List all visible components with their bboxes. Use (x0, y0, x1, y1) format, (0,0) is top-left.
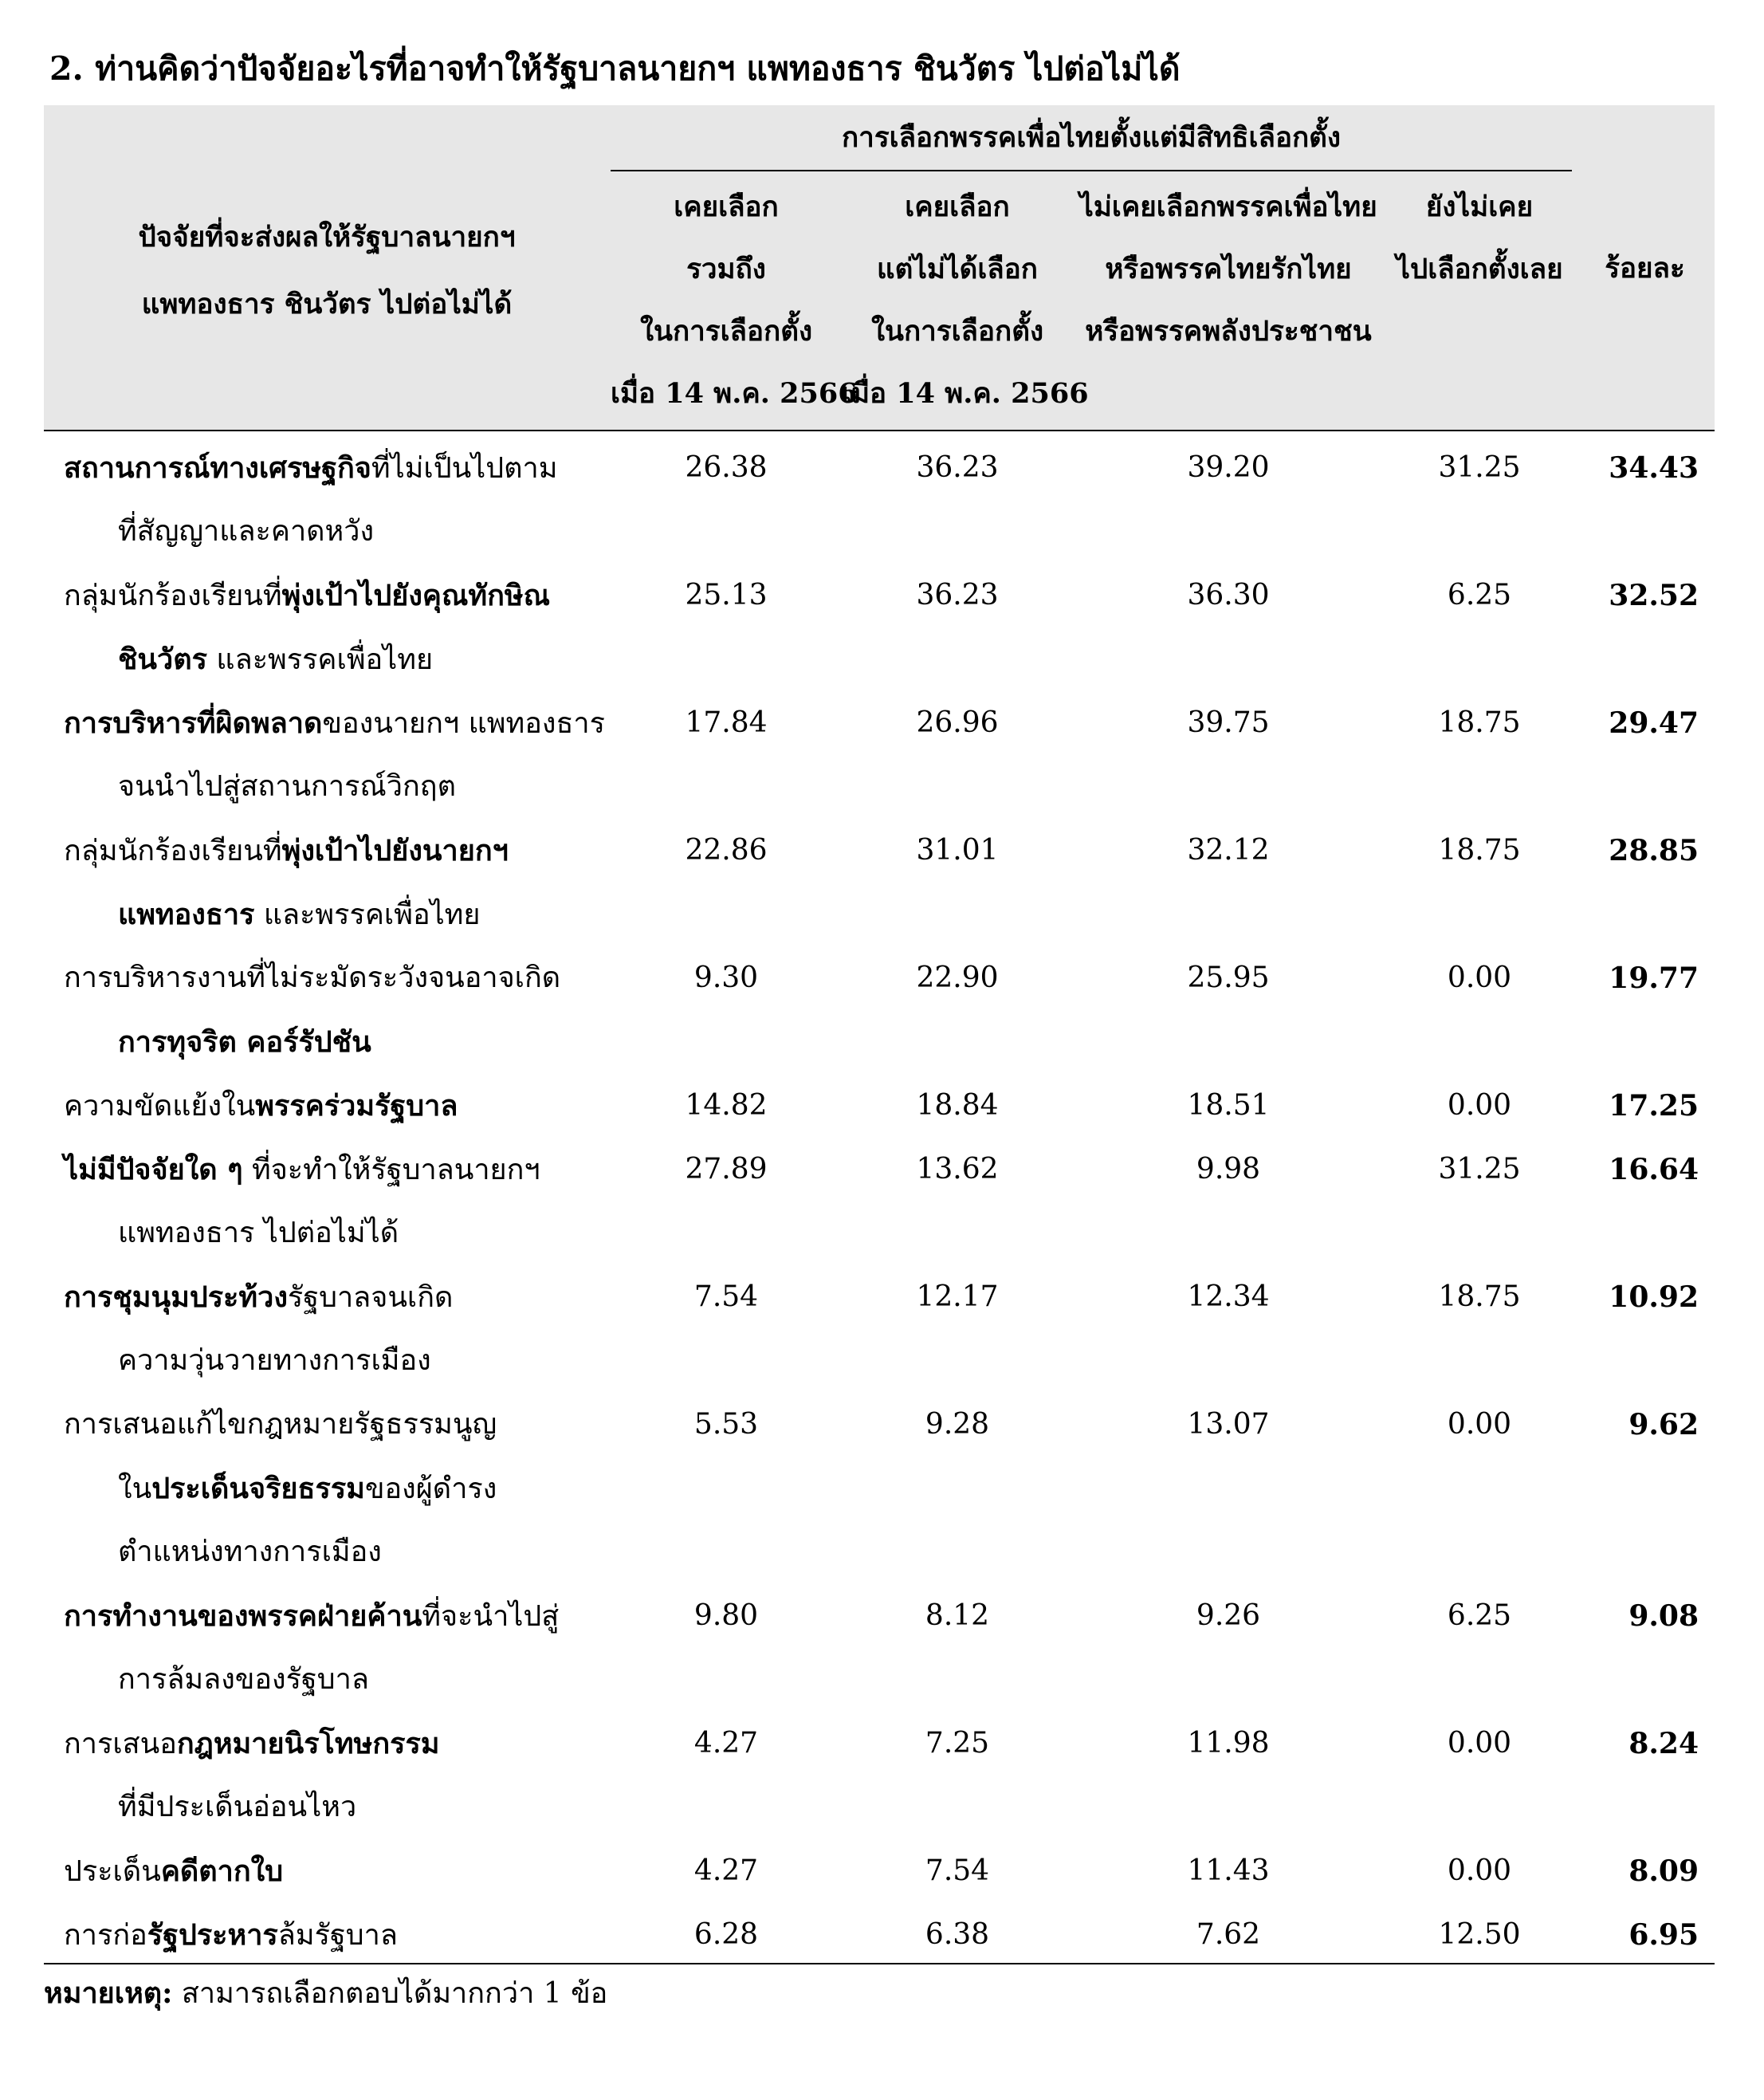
col1-value: 25.13 (685, 579, 768, 612)
factor-line (64, 436, 614, 500)
col3-value: 11.98 (1187, 1727, 1270, 1760)
col1-value: 7.54 (693, 1280, 759, 1313)
factor-cell (64, 1712, 614, 1839)
factor-cell (64, 1839, 614, 1903)
factor-line (64, 691, 614, 755)
factor-text-bold: คดีตากใบ (160, 1854, 284, 1888)
table-row (44, 1903, 1715, 1967)
col3-value: 25.95 (1187, 962, 1270, 994)
col1-header-line: ในการเลือกตั้ง (639, 315, 813, 348)
factor-text: กลุ่มนักร้องเรียนที่ (64, 835, 282, 867)
col4-value: 6.25 (1447, 1599, 1512, 1632)
col3-header-line: ไม่เคยเลือกพรรคเพื่อไทย (1079, 191, 1377, 223)
percent-value: 8.09 (1628, 1854, 1699, 1888)
col4-header-line: ยังไม่เคย (1425, 191, 1534, 223)
col1-value: 17.84 (685, 706, 768, 739)
col1-value: 14.82 (685, 1089, 768, 1122)
percent-value: 8.24 (1628, 1727, 1699, 1760)
col2-value: 26.96 (916, 706, 999, 739)
factor-line (64, 627, 614, 691)
factor-text-bold: พุ่งเป้าไปยังคุณทักษิณ (281, 579, 551, 612)
col2-value: 9.28 (925, 1408, 990, 1441)
factor-text-bold: ชินวัตร (118, 643, 207, 676)
col4-value: 18.75 (1438, 834, 1521, 867)
factor-text-bold: การบริหารที่ผิดพลาด (64, 706, 323, 740)
table-row (44, 1138, 1715, 1265)
col3-value: 11.43 (1187, 1854, 1270, 1887)
factor-text-bold: สถานการณ์ทางเศรษฐกิจ (64, 451, 371, 485)
factor-cell (64, 1393, 614, 1584)
col4-value: 6.25 (1447, 579, 1512, 612)
factor-line (64, 755, 614, 819)
table-row (44, 1393, 1715, 1584)
col1-value: 4.27 (693, 1727, 759, 1760)
factor-text-bold: ไม่มีปัจจัยใด ๆ (64, 1153, 243, 1186)
factor-text: ของนายกฯ แพทองธาร (322, 707, 605, 740)
factor-text: ความวุ่นวายทางการเมือง (118, 1344, 431, 1377)
percent-value: 17.25 (1609, 1089, 1699, 1123)
percent-value: 34.43 (1609, 451, 1699, 485)
factor-line (64, 883, 614, 946)
col2-header-line: แต่ไม่ได้เลือก (877, 253, 1038, 285)
col3-value: 13.07 (1187, 1408, 1270, 1441)
col4-header (1384, 176, 1575, 301)
factor-cell (64, 1138, 614, 1265)
col4-value: 0.00 (1447, 1089, 1512, 1122)
col4-value: 0.00 (1447, 1408, 1512, 1441)
col2-header-line: เคยเลือก (905, 191, 1010, 223)
col2-value: 18.84 (916, 1089, 999, 1122)
col2-value: 8.12 (925, 1599, 990, 1632)
factor-cell (64, 564, 614, 691)
col2-value: 12.17 (916, 1280, 999, 1313)
percent-value: 9.08 (1628, 1599, 1699, 1633)
col3-header-line: หรือพรรคพลังประชาชน (1085, 315, 1372, 348)
col2-value: 13.62 (916, 1153, 999, 1186)
factor-line (64, 1329, 614, 1393)
col2-header-line: ในการเลือกตั้ง (870, 315, 1044, 348)
col2-value: 36.23 (916, 579, 999, 612)
col4-value: 31.25 (1438, 1153, 1521, 1186)
table-bottom-rule (44, 1963, 1715, 1964)
factor-text: ตำแหน่งทางการเมือง (118, 1536, 382, 1568)
col2-value: 36.23 (916, 451, 999, 484)
factor-text: แพทองธาร ไปต่อไม่ได้ (118, 1217, 399, 1249)
table-row (44, 819, 1715, 946)
col3-value: 32.12 (1187, 834, 1270, 867)
table-row (44, 1712, 1715, 1839)
table-row (44, 691, 1715, 819)
footnote-text: สามารถเลือกตอบได้มากกว่า 1 ข้อ (172, 1977, 608, 2010)
col3-value: 7.62 (1196, 1918, 1261, 1951)
col4-value: 18.75 (1438, 1280, 1521, 1313)
percent-value: 9.62 (1628, 1408, 1699, 1441)
factor-text: ที่มีประเด็นอ่อนไหว (118, 1791, 357, 1823)
factor-text-bold: รัฐประหาร (147, 1918, 278, 1952)
factor-line (64, 1074, 614, 1138)
factor-text: การก่อ (64, 1919, 147, 1952)
factor-text-bold: การทุจริต คอร์รัปชัน (118, 1025, 371, 1059)
col2-header-line: เมื่อ 14 พ.ค. 2566 (842, 377, 1089, 410)
col3-value: 36.30 (1187, 579, 1270, 612)
factor-line (64, 946, 614, 1010)
factor-text: ที่สัญญาและคาดหวัง (118, 515, 375, 548)
factor-text: ของผู้ดำรง (364, 1473, 497, 1505)
factor-line (64, 1584, 614, 1648)
factor-text-bold: พรรคร่วมรัฐบาล (255, 1089, 458, 1123)
col3-value: 39.75 (1187, 706, 1270, 739)
factor-text: ใน (118, 1473, 152, 1505)
col1-value: 22.86 (685, 834, 768, 867)
factor-line (64, 1839, 614, 1903)
factor-cell (64, 436, 614, 564)
col1-value: 26.38 (685, 451, 768, 484)
factor-cell (64, 1903, 614, 1967)
factor-cell (64, 1265, 614, 1393)
footnote (44, 1969, 607, 2018)
percent-value: 19.77 (1609, 962, 1699, 995)
group-header-rule (611, 170, 1572, 171)
col1-header-line: รวมถึง (686, 253, 766, 285)
col2-value: 22.90 (916, 962, 999, 994)
factor-column-header (44, 204, 610, 338)
percent-value: 16.64 (1609, 1153, 1699, 1186)
factor-text: ที่ไม่เป็นไปตาม (371, 452, 558, 485)
factor-line (64, 819, 614, 883)
factor-cell (64, 946, 614, 1074)
factor-text: กลุ่มนักร้องเรียนที่ (64, 580, 282, 612)
factor-text: ที่จะทำให้รัฐบาลนายกฯ (242, 1154, 540, 1186)
factor-line (64, 1520, 614, 1584)
col4-value: 12.50 (1438, 1918, 1521, 1951)
factor-text: และพรรคเพื่อไทย (254, 899, 481, 931)
col4-value: 0.00 (1447, 1727, 1512, 1760)
table-row (44, 1839, 1715, 1903)
col1-value: 9.80 (693, 1599, 759, 1632)
col3-value: 9.98 (1196, 1153, 1261, 1186)
factor-line (64, 500, 614, 564)
factor-text: รัฐบาลจนเกิด (287, 1281, 454, 1314)
percent-value: 29.47 (1609, 706, 1699, 740)
col1-value: 6.28 (693, 1918, 759, 1951)
factor-cell (64, 1074, 614, 1138)
factor-cell (64, 819, 614, 946)
factor-line (64, 564, 614, 627)
factor-line (64, 1712, 614, 1776)
col4-value: 0.00 (1447, 1854, 1512, 1887)
col2-header (842, 176, 1089, 425)
table-row (44, 436, 1715, 564)
col3-header-line: หรือพรรคไทยรักไทย (1105, 253, 1352, 285)
col4-header-line: ไปเลือกตั้งเลย (1396, 253, 1563, 285)
factor-line (64, 1648, 614, 1712)
factor-line (64, 1201, 614, 1265)
col1-header (611, 176, 858, 425)
percent-value: 10.92 (1609, 1280, 1699, 1314)
factor-header-line: แพทองธาร ชินวัตร ไปต่อไม่ได้ (141, 288, 513, 321)
factor-cell (64, 1584, 614, 1712)
header-bottom-rule (44, 430, 1715, 431)
factor-text-bold: แพทองธาร (118, 898, 255, 931)
col1-value: 5.53 (693, 1408, 759, 1441)
col2-value: 7.25 (925, 1727, 990, 1760)
percent-value: 6.95 (1628, 1918, 1699, 1952)
col3-value: 18.51 (1187, 1089, 1270, 1122)
col2-value: 7.54 (925, 1854, 990, 1887)
percent-column-header (1575, 238, 1715, 300)
factor-text-bold: ประเด็นจริยธรรม (151, 1472, 365, 1505)
factor-header-line: ปัจจัยที่จะส่งผลให้รัฐบาลนายกฯ (138, 221, 516, 254)
col3-value: 39.20 (1187, 451, 1270, 484)
table-row (44, 564, 1715, 691)
page-title: 2. ท่านคิดว่าปัจจัยอะไรที่อาจทำให้รัฐบาลนายกฯ แพทองธาร ชินวัตร ไปต่อไม่ได้ (49, 49, 1181, 88)
factor-text: การล้มลงของรัฐบาล (118, 1663, 369, 1696)
table-row (44, 1584, 1715, 1712)
factor-line (64, 1776, 614, 1839)
factor-text: การเสนอ (64, 1728, 177, 1760)
factor-text: ที่จะนำไปสู่ (422, 1600, 560, 1633)
table-row (44, 946, 1715, 1074)
col2-value: 6.38 (925, 1918, 990, 1951)
factor-line (64, 1265, 614, 1329)
factor-line (64, 1457, 614, 1520)
group-column-header: การเลือกพรรคเพื่อไทยตั้งแต่มีสิทธิเลือกตั้ง (841, 121, 1341, 154)
factor-text: ล้มรัฐบาล (277, 1919, 398, 1952)
col2-value: 31.01 (916, 834, 999, 867)
col3-header (1073, 176, 1384, 363)
table-body (44, 436, 1715, 1967)
factor-line (64, 1010, 614, 1074)
factor-line (64, 1393, 614, 1457)
factor-cell (64, 691, 614, 819)
col4-value: 31.25 (1438, 451, 1521, 484)
footnote-label: หมายเหตุ: (44, 1976, 173, 2010)
col1-value: 27.89 (685, 1153, 768, 1186)
factor-text-bold: การชุมนุมประท้วง (64, 1280, 288, 1314)
col1-header-line: เมื่อ 14 พ.ค. 2566 (611, 377, 858, 410)
factor-text: การบริหารงานที่ไม่ระมัดระวังจนอาจเกิด (64, 962, 561, 994)
factor-text: การเสนอแก้ไขกฎหมายรัฐธรรมนูญ (64, 1408, 497, 1441)
col4-value: 0.00 (1447, 962, 1512, 994)
factor-text: และพรรคเพื่อไทย (206, 643, 434, 676)
col1-value: 4.27 (693, 1854, 759, 1887)
factor-text: ความขัดแย้งใน (64, 1090, 256, 1123)
factor-text: ประเด็น (64, 1855, 161, 1888)
factor-text-bold: กฎหมายนิรโทษกรรม (176, 1727, 440, 1760)
col3-value: 9.26 (1196, 1599, 1261, 1632)
percent-header-label: ร้อยละ (1605, 252, 1685, 285)
table-row (44, 1265, 1715, 1393)
factor-text: จนนำไปสู่สถานการณ์วิกฤต (118, 770, 456, 803)
col3-value: 12.34 (1187, 1280, 1270, 1313)
col1-value: 9.30 (693, 962, 759, 994)
col4-value: 18.75 (1438, 706, 1521, 739)
table-row (44, 1074, 1715, 1138)
factor-line (64, 1138, 614, 1201)
factor-line (64, 1903, 614, 1967)
percent-value: 28.85 (1609, 834, 1699, 867)
factor-text-bold: พุ่งเป้าไปยังนายกฯ (281, 834, 509, 867)
col1-header-line: เคยเลือก (674, 191, 779, 223)
percent-value: 32.52 (1609, 579, 1699, 612)
factor-text-bold: การทำงานของพรรคฝ่ายค้าน (64, 1599, 422, 1633)
